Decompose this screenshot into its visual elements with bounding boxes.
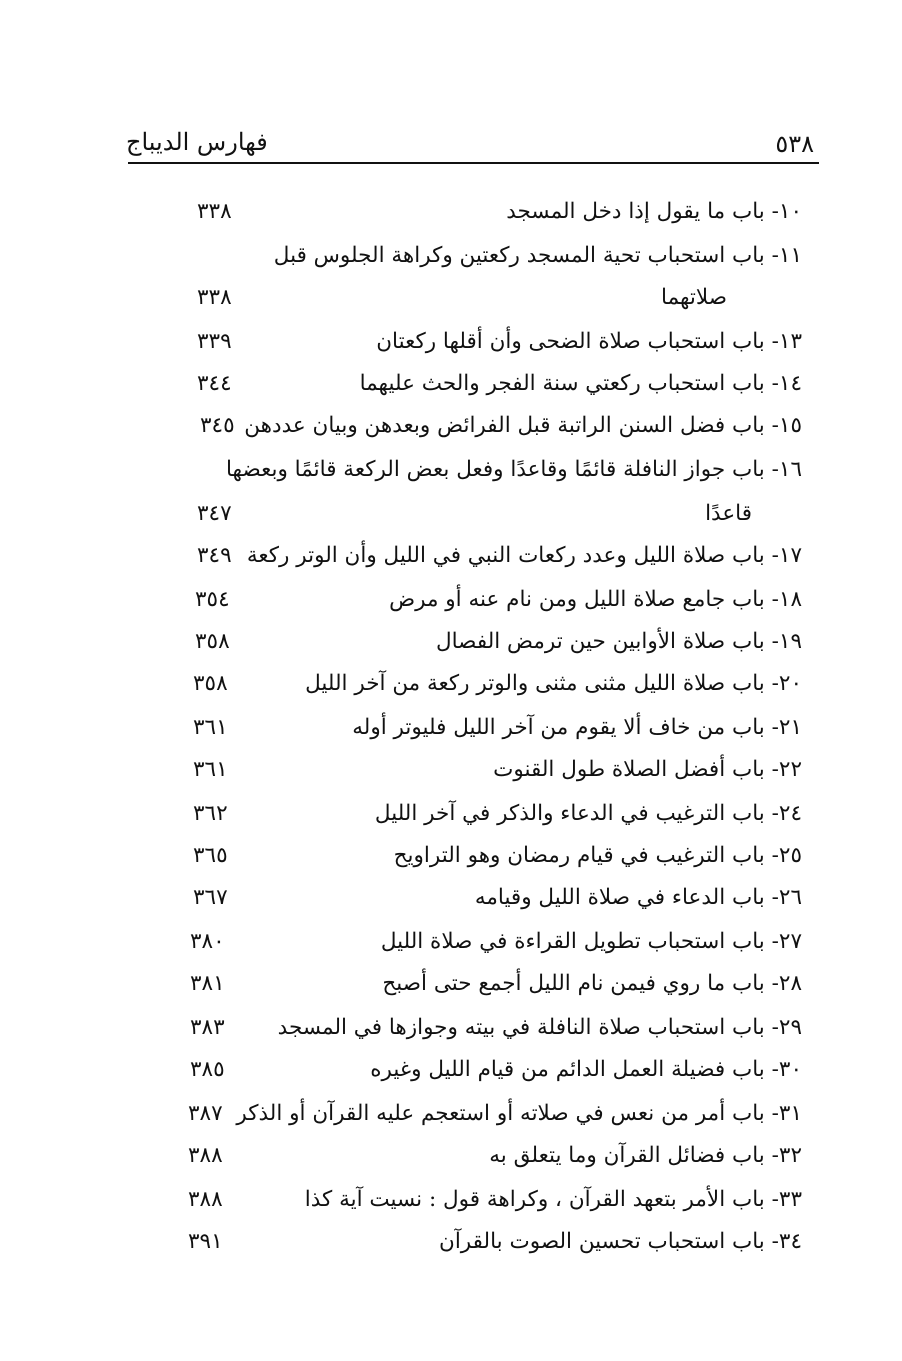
toc-entry-title: ١٣- باب استحباب صلاة الضحى وأن أقلها ركعتان (376, 329, 802, 354)
toc-entry-page-number: ٣٦٥ (193, 843, 228, 868)
toc-entry (0, 450, 902, 490)
toc-entry (0, 1050, 902, 1090)
toc-entry (0, 1136, 902, 1176)
toc-entry-title: ٢٠- باب صلاة الليل مثنى مثنى والوتر ركعة من آخر الليل (305, 671, 802, 696)
toc-entry-page-number: ٣٤٤ (197, 371, 232, 396)
running-head-title: فهارس الديباج (126, 128, 268, 156)
toc-entry (0, 580, 902, 620)
toc-entry (0, 192, 902, 232)
toc-entry-title: ٣٢- باب فضائل القرآن وما يتعلق به (489, 1143, 802, 1168)
toc-entry-page-number: ٣٩١ (188, 1229, 223, 1254)
toc-entry (0, 1180, 902, 1220)
toc-entry (0, 878, 902, 918)
toc-entry (0, 1094, 902, 1134)
toc-entry-page-number: ٣٥٨ (195, 629, 230, 654)
toc-entry-page-number: ٣٤٥ (200, 413, 235, 438)
toc-entry-title: ٣٣- باب الأمر بتعهد القرآن ، وكراهة قول : نسيت آية كذا (304, 1187, 802, 1212)
page-number: ٥٣٨ (775, 130, 814, 158)
toc-entry-title: ١٧- باب صلاة الليل وعدد ركعات النبي في الليل وأن الوتر ركعة (246, 543, 802, 568)
toc-entry-title: ١٨- باب جامع صلاة الليل ومن نام عنه أو مرض (389, 587, 802, 612)
running-head (126, 128, 820, 164)
toc-entry-title: ٢١- باب من خاف ألا يقوم من آخر الليل فليوتر أوله (352, 715, 802, 740)
toc-entry-page-number: ٣٣٨ (197, 199, 232, 224)
toc-entry-page-number: ٣٨٨ (188, 1187, 223, 1212)
toc-entry-page-number: ٣٨١ (190, 971, 225, 996)
toc-entry (0, 278, 902, 318)
toc-entry (0, 964, 902, 1004)
toc-entry-page-number: ٣٨٧ (188, 1101, 223, 1126)
toc-entry (0, 536, 902, 576)
toc-entry-title: ٣٤- باب استحباب تحسين الصوت بالقرآن (439, 1229, 802, 1254)
toc-entry (0, 494, 902, 534)
toc-entry-title: ٢٩- باب استحباب صلاة النافلة في بيته وجوازها في المسجد (277, 1015, 802, 1040)
toc-entry-title: ١٠- باب ما يقول إذا دخل المسجد (506, 199, 802, 224)
toc-entry-page-number: ٣٦١ (193, 757, 228, 782)
toc-entry (0, 664, 902, 704)
toc-entry (0, 622, 902, 662)
toc-entry-page-number: ٣٨٣ (190, 1015, 225, 1040)
toc-entry-title: ١٦- باب جواز النافلة قائمًا وقاعدًا وفعل بعض الركعة قائمًا وبعضها (226, 457, 802, 482)
toc-entry (0, 236, 902, 276)
toc-entry-title: ٢٢- باب أفضل الصلاة طول القنوت (493, 757, 802, 782)
toc-entry-page-number: ٣٦٧ (193, 885, 228, 910)
header-rule (128, 162, 819, 164)
toc-entry (0, 794, 902, 834)
toc-entry-page-number: ٣٣٩ (197, 329, 232, 354)
toc-entry-title: ٢٨- باب ما روي فيمن نام الليل أجمع حتى أصبح (382, 971, 802, 996)
toc-entry-page-number: ٣٨٥ (190, 1057, 225, 1082)
toc-entry-title: ١٤- باب استحباب ركعتي سنة الفجر والحث عليهما (359, 371, 802, 396)
toc-entry-title: قاعدًا (705, 501, 752, 526)
toc-entry (0, 1008, 902, 1048)
toc-entry-title: ٣٠- باب فضيلة العمل الدائم من قيام الليل وغيره (370, 1057, 802, 1082)
toc-entry-title: ١٩- باب صلاة الأوابين حين ترمض الفصال (436, 629, 802, 654)
toc-entry-title: صلاتهما (661, 285, 727, 310)
toc-entry-page-number: ٣٥٨ (193, 671, 228, 696)
toc-entry (0, 364, 902, 404)
toc-entry-page-number: ٣٥٤ (195, 587, 230, 612)
toc-entry-title: ٢٧- باب استحباب تطويل القراءة في صلاة الليل (380, 929, 802, 954)
toc-entry-page-number: ٣٨٠ (190, 929, 225, 954)
toc-entry-page-number: ٣٣٨ (197, 285, 232, 310)
toc-entry-title: ٢٥- باب الترغيب في قيام رمضان وهو التراويح (393, 843, 802, 868)
toc-entry-page-number: ٣٦٢ (193, 801, 228, 826)
toc-entry-page-number: ٣٨٨ (188, 1143, 223, 1168)
toc-entry-title: ٣١- باب أمر من نعس في صلاته أو استعجم عليه القرآن أو الذكر (236, 1101, 802, 1126)
toc-entry (0, 708, 902, 748)
toc-entry (0, 406, 902, 446)
toc-entry (0, 750, 902, 790)
toc-entry (0, 922, 902, 962)
toc-entry (0, 1222, 902, 1262)
toc-entry-page-number: ٣٦١ (193, 715, 228, 740)
toc-entry-title: ١٥- باب فضل السنن الراتبة قبل الفرائض وبعدهن وبيان عددهن (244, 413, 802, 438)
toc-entry-title: ٢٤- باب الترغيب في الدعاء والذكر في آخر الليل (374, 801, 802, 826)
toc-entry-page-number: ٣٤٩ (197, 543, 232, 568)
toc-entry-title: ١١- باب استحباب تحية المسجد ركعتين وكراهة الجلوس قبل (273, 243, 802, 268)
toc-entry-page-number: ٣٤٧ (197, 501, 232, 526)
toc-entry (0, 322, 902, 362)
toc-entry (0, 836, 902, 876)
toc-entry-title: ٢٦- باب الدعاء في صلاة الليل وقيامه (474, 885, 802, 910)
